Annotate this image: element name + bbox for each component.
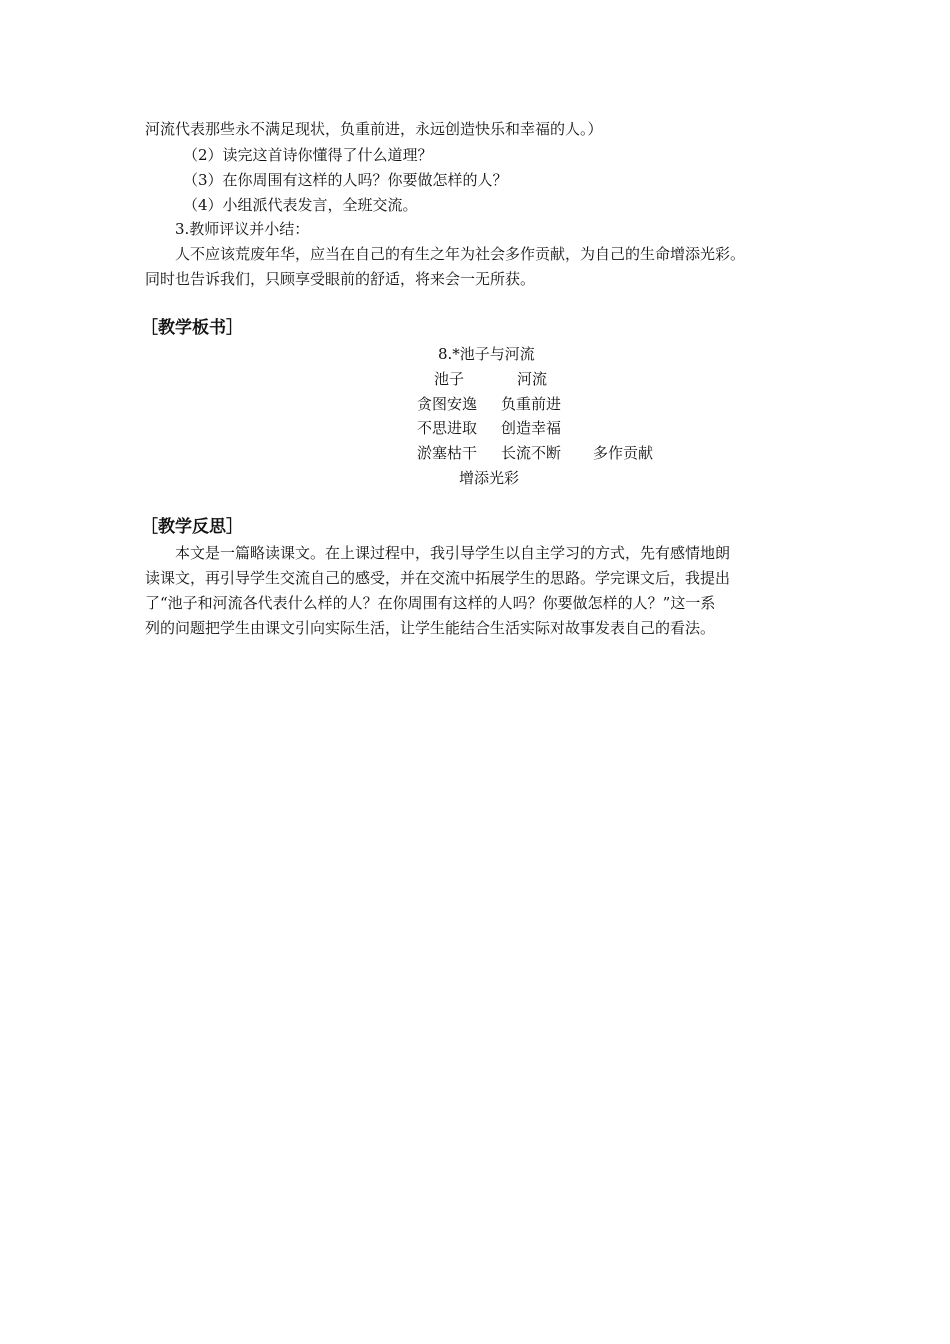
reflection-heading: ［教学反思］ [141,517,243,537]
board-left-2: 不思进取 [417,419,478,437]
board-right-1: 负重前进 [501,395,562,413]
question-3: （3）在你周围有这样的人吗？你要做怎样的人？ [183,171,508,189]
paragraph-line: 河流代表那些永不满足现状，负重前进，永远创造快乐和幸福的人。） [145,120,603,138]
board-bottom: 增添光彩 [459,469,520,487]
step-3: 3.教师评议并小结： [175,220,310,238]
board-right-2: 创造幸福 [501,419,562,437]
board-pond-head: 池子 [434,370,465,388]
board-heading: ［教学板书］ [141,318,243,338]
question-2: （2）读完这首诗你懂得了什么道理？ [183,146,433,164]
question-4: （4）小组派代表发言，全班交流。 [183,196,418,214]
reflection-line-3: 了“池子和河流各代表什么样的人？在你周围有这样的人吗？你要做怎样的人？”这一系 [145,594,716,612]
reflection-line-1: 本文是一篇略读课文。在上课过程中，我引导学生以自主学习的方式，先有感情地朗 [175,544,731,562]
board-extra-3: 多作贡献 [593,444,654,462]
board-title: 8.*池子与河流 [438,345,535,363]
reflection-line-2: 读课文，再引导学生交流自己的感受，并在交流中拓展学生的思路。学完课文后，我提出 [145,569,731,587]
summary-line-1: 人不应该荒废年华，应当在自己的有生之年为社会多作贡献，为自己的生命增添光彩。 [175,245,746,263]
board-right-3: 长流不断 [501,444,562,462]
summary-line-2: 同时也告诉我们，只顾享受眼前的舒适，将来会一无所获。 [145,270,536,288]
board-left-3: 淤塞枯干 [417,444,478,462]
board-left-1: 贪图安逸 [417,395,478,413]
reflection-line-4: 列的问题把学生由课文引向实际生活，让学生能结合生活实际对故事发表自己的看法。 [145,619,716,637]
board-river-head: 河流 [517,370,548,388]
